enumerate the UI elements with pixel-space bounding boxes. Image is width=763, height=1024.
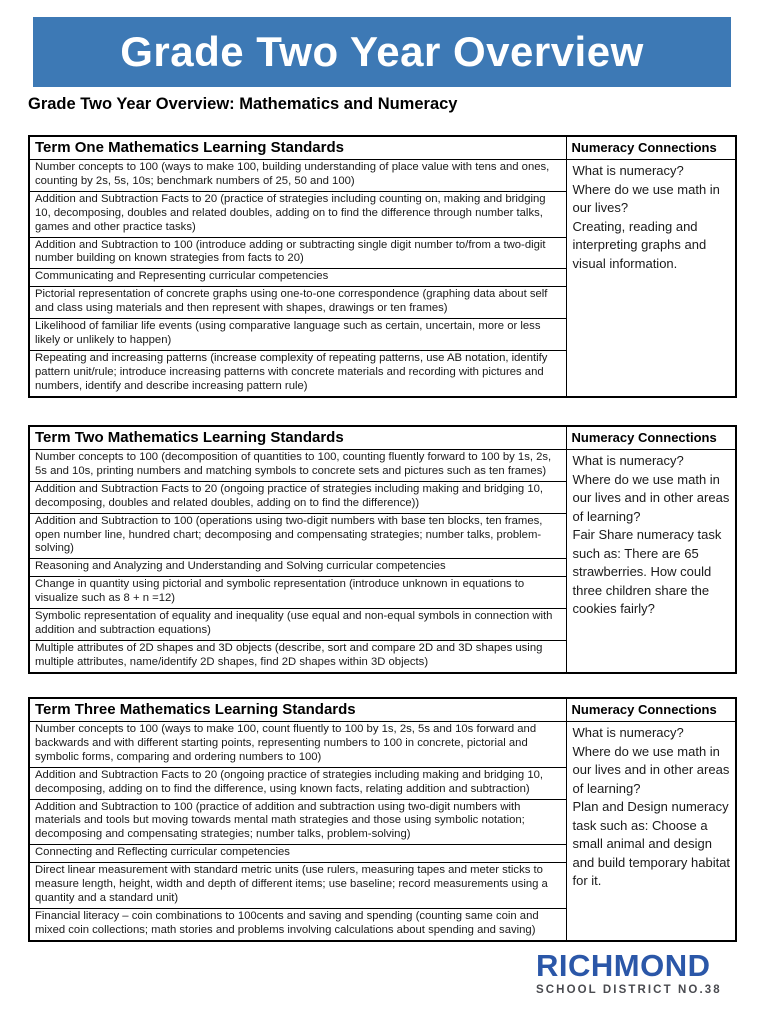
standard-cell: Pictorial representation of concrete graphs using one-to-one correspondence (graphing data about self and class using materials and then represent with shapes, drawings or ten frames) — [29, 287, 566, 319]
standard-cell: Number concepts to 100 (decomposition of quantities to 100, counting fluently forward to 100 by 1s, 2s, 5s and 10s, printing numbers and matching symbols to concrete sets and pictures such as ten frames) — [29, 450, 566, 482]
standard-cell: Addition and Subtraction to 100 (practice of addition and subtraction using two-digit numbers with materials and tools but moving towards mental math strategies and those using symbolic notation; decomposing and compensating strategies; number talks, problem-solving) — [29, 799, 566, 845]
logo-subtext: SCHOOL DISTRICT NO.38 — [536, 984, 722, 996]
term-three-title: Term Three Mathematics Learning Standards — [29, 698, 566, 722]
title-banner — [33, 17, 731, 87]
standard-cell: Financial literacy – coin combinations to 100cents and saving and spending (counting same coin and mixed coin collections; math stories and problems involving calculations about spending and saving) — [29, 908, 566, 940]
numeracy-cell — [566, 450, 736, 673]
term-one-title: Term One Mathematics Learning Standards — [29, 136, 566, 160]
standard-cell: Addition and Subtraction Facts to 20 (ongoing practice of strategies including making and bridging 10, decomposing, adding on to find the difference, using known facts, relating addition and subtraction) — [29, 767, 566, 799]
standard-cell: Direct linear measurement with standard metric units (use rulers, measuring tapes and meter sticks to measure length, height, width and depth of different items; use baseline; record measurements using a quantity and a standard unit) — [29, 863, 566, 909]
numeracy-line: What is numeracy? — [572, 725, 684, 740]
term-three-table — [28, 697, 737, 942]
term-two-title: Term Two Mathematics Learning Standards — [29, 426, 566, 450]
standard-cell: Reasoning and Analyzing and Understanding and Solving curricular competencies — [29, 559, 566, 577]
banner-title: Grade Two Year Overview — [120, 28, 644, 75]
table-row — [29, 160, 736, 192]
numeracy-line: Fair Share numeracy task such as: There are 65 strawberries. How could three children share the cookies fairly? — [572, 527, 722, 616]
numeracy-line: Plan and Design numeracy task such as: Choose a small animal and design and build temporary habitat for it. — [572, 799, 731, 888]
numeracy-connections-header: Numeracy Connections — [566, 426, 736, 450]
standard-cell: Symbolic representation of equality and inequality (use equal and non-equal symbols in connection with addition and subtraction equations) — [29, 609, 566, 641]
numeracy-cell — [566, 722, 736, 941]
numeracy-line: Where do we use math in our lives and in other areas of learning? — [572, 471, 730, 524]
standard-cell: Addition and Subtraction to 100 (introduce adding or subtracting single digit number to/from a two-digit number building on known strategies from facts to 20) — [29, 237, 566, 269]
standard-cell: Multiple attributes of 2D shapes and 3D objects (describe, sort and compare 2D and 3D shapes using multiple attributes, name/identify 2D shapes, find 2D shapes within 3D objects) — [29, 640, 566, 672]
numeracy-connections-header: Numeracy Connections — [566, 698, 736, 722]
standard-cell: Connecting and Reflecting curricular competencies — [29, 845, 566, 863]
standard-cell: Repeating and increasing patterns (increase complexity of repeating patterns, use AB notation, identify pattern unit/rule; introduce increasing patterns with concrete materials and recording with pictures and numbers, identify and describe increasing pattern rule) — [29, 350, 566, 396]
school-district-logo — [536, 950, 726, 996]
term-two-table — [28, 425, 737, 674]
standard-cell: Communicating and Representing curricular competencies — [29, 269, 566, 287]
standard-cell: Addition and Subtraction Facts to 20 (ongoing practice of strategies including making and bridging 10, decomposing, doubles and related doubles, adding on to find the difference)) — [29, 481, 566, 513]
standard-cell: Addition and Subtraction Facts to 20 (practice of strategies including counting on, making and bridging 10, decomposing, doubles and related doubles, adding on to find the difference through number talks, games and other practice tasks) — [29, 191, 566, 237]
page-subtitle: Grade Two Year Overview: Mathematics and Numeracy — [28, 95, 458, 113]
numeracy-connections-header: Numeracy Connections — [566, 136, 736, 160]
table-row — [29, 450, 736, 482]
numeracy-line: What is numeracy? — [572, 453, 684, 468]
standard-cell: Number concepts to 100 (ways to make 100, building understanding of place value with tens and ones, counting by 2s, 5s, 10s; benchmark numbers of 25, 50 and 100) — [29, 160, 566, 192]
standard-cell: Likelihood of familiar life events (using comparative language such as certain, uncertain, more or less likely or unlikely to happen) — [29, 319, 566, 351]
standard-cell: Number concepts to 100 (ways to make 100, count fluently to 100 by 1s, 2s, 5s and 10s forward and backwards and with different starting points, representing numbers to 100 in concrete, pictorial and symbolic forms, comparing and ordering numbers to 100) — [29, 722, 566, 768]
term-one-table — [28, 135, 737, 398]
logo-wordmark: RICHMOND — [536, 948, 711, 983]
table-header-row — [29, 698, 736, 722]
standard-cell: Change in quantity using pictorial and symbolic representation (introduce unknown in equations to visualize such as 8 + n =12) — [29, 577, 566, 609]
numeracy-line: What is numeracy? — [572, 163, 684, 178]
standard-cell: Addition and Subtraction to 100 (operations using two-digit numbers with base ten blocks, ten frames, open number line, hundred chart; decomposing and compensating strategies; number talks, problem-solving) — [29, 513, 566, 559]
table-header-row — [29, 136, 736, 160]
table-header-row — [29, 426, 736, 450]
table-row — [29, 722, 736, 768]
numeracy-line: Creating, reading and interpreting graphs and visual information. — [572, 218, 707, 271]
numeracy-cell — [566, 160, 736, 397]
numeracy-line: Where do we use math in our lives and in other areas of learning? — [572, 743, 730, 796]
numeracy-line: Where do we use math in our lives? — [572, 181, 720, 215]
